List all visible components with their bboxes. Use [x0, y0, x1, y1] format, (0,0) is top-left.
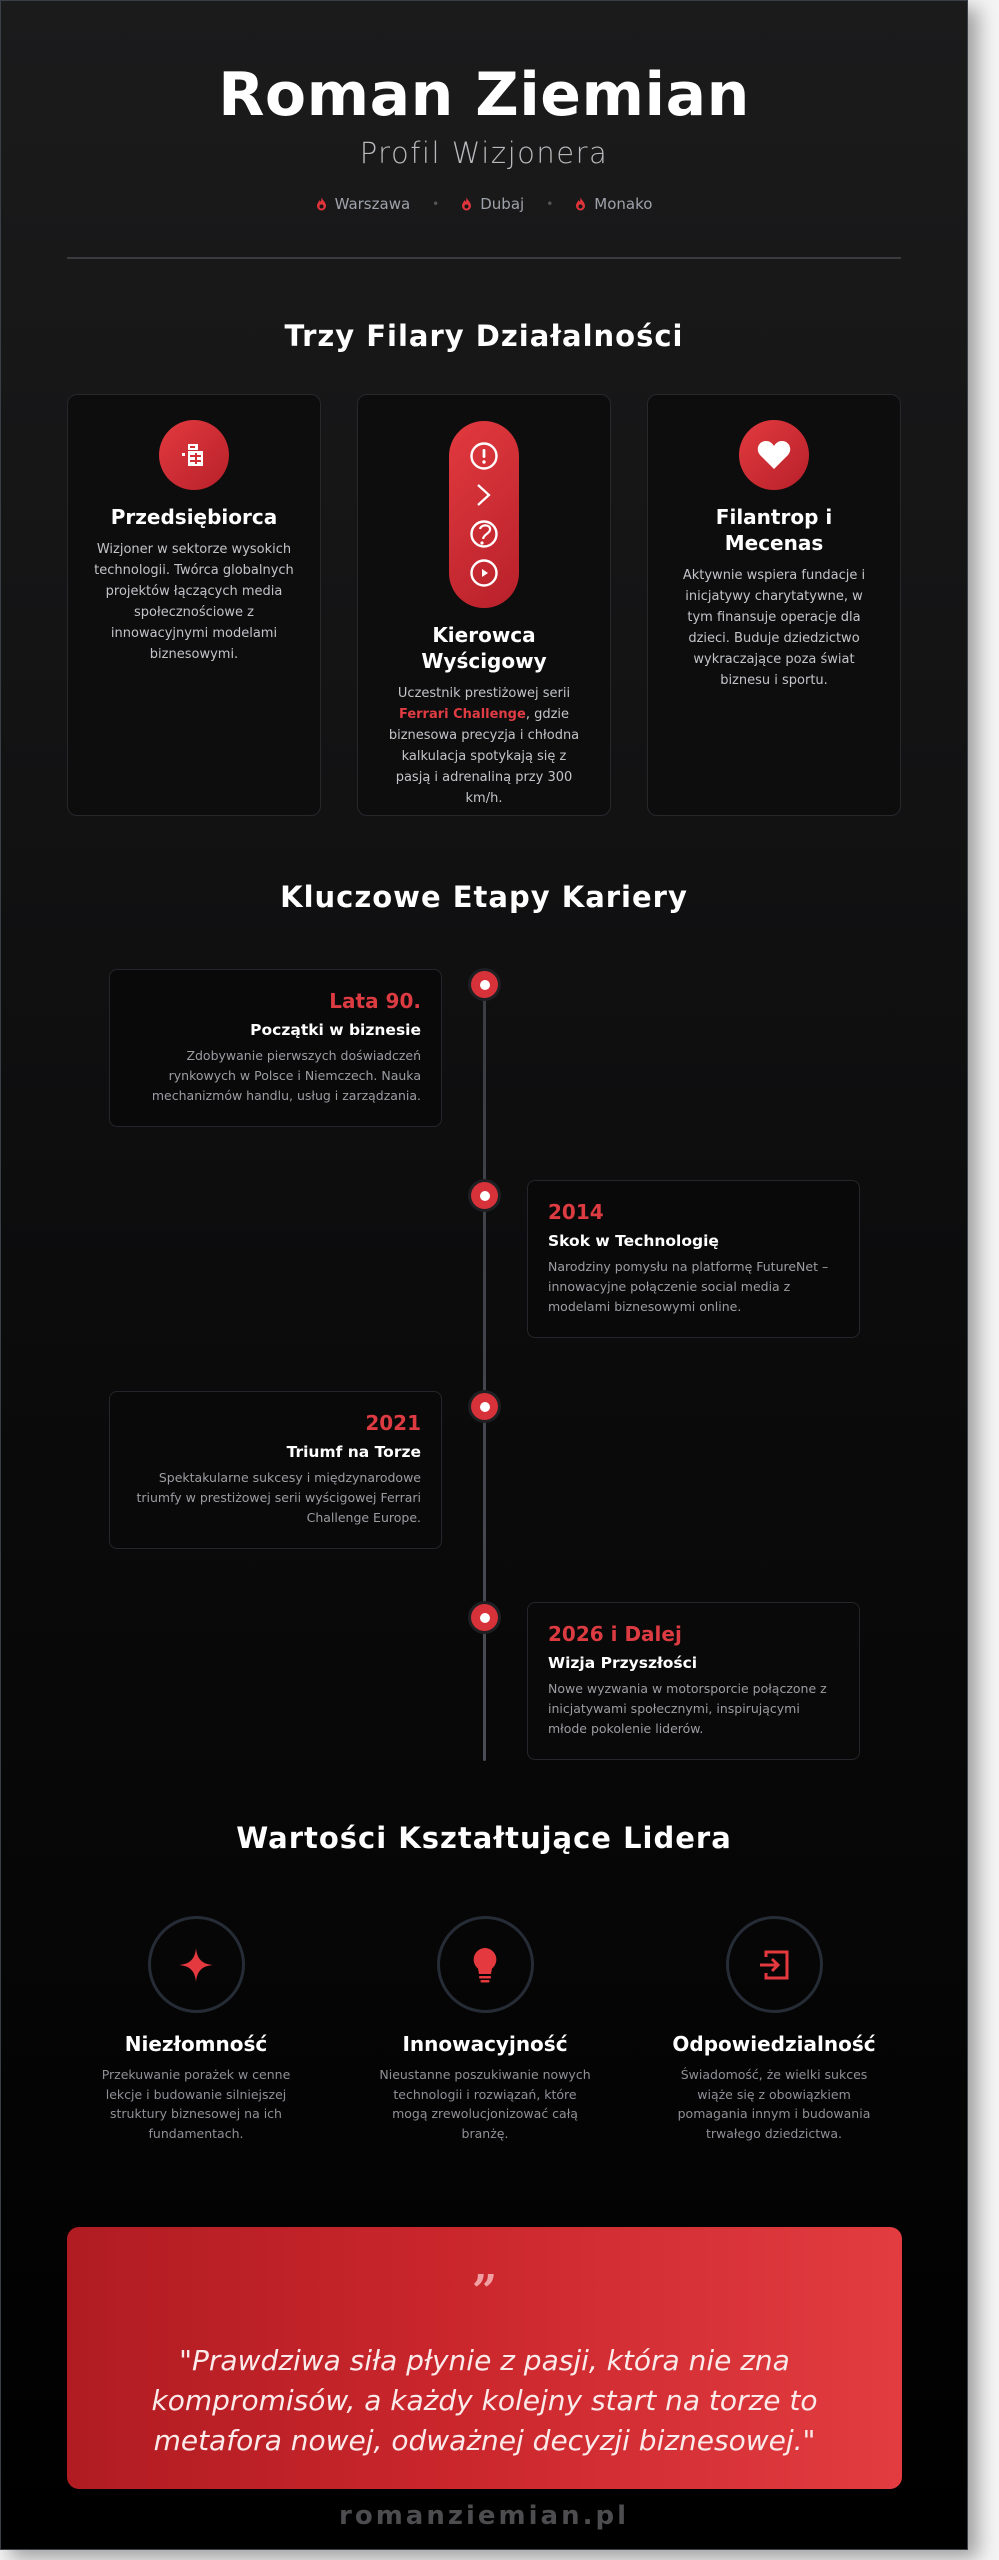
lightbulb-icon [437, 1916, 534, 2013]
pillar-title: Przedsiębiorca [110, 505, 278, 529]
pillar-title: Filantrop i Mecenas [715, 505, 833, 555]
timeline-dot [471, 1393, 498, 1420]
timeline-item [527, 1602, 860, 1760]
pillar-description: Wizjoner w sektorze wysokich technologii. Twórca globalnych projektów łączących media społecznościowe z innowacyjnymi modelami biznesowymi. [94, 542, 294, 662]
ferrari-challenge-highlight: Ferrari Challenge [398, 707, 526, 722]
pillar-description: Uczestnik prestiżowej serii Ferrari Challenge, gdzie biznesowa precyzja i chłodna kalkulacja spotykają się z pasją i adrenaliną przy 300 km/h. [388, 686, 580, 806]
value-title: Niezłomność [124, 2032, 268, 2056]
timeline-dot [471, 1182, 498, 1209]
location-dubaj: Dubaj [461, 195, 524, 213]
pillar-card-entrepreneur [67, 394, 321, 816]
timeline-line [483, 983, 486, 1761]
pillar-card-philanthropist [647, 394, 901, 816]
timeline-description: Spektakularne sukcesy i międzynarodowe triumfy w prestiżowej serii wyścigowej Ferrari Challenge Europe. [136, 1470, 421, 1525]
flame-icon [575, 197, 586, 211]
alert-circle-icon [469, 441, 499, 471]
help-circle-icon [469, 519, 499, 549]
locations-row [1, 195, 967, 213]
sign-in-icon [726, 1916, 823, 2013]
timeline-item [109, 969, 442, 1127]
page-title: Roman Ziemian [218, 60, 750, 130]
value-item [355, 1916, 615, 2143]
page-subtitle: Profil Wizjonera [359, 136, 609, 170]
timeline-description: Zdobywanie pierwszych doświadczeń rynkowych w Polsce i Niemczech. Nauka mechanizmów handlu, usług i zarządzania. [151, 1048, 421, 1103]
footer-site-link[interactable]: romanziemian.pl [339, 2501, 629, 2531]
racing-icons [449, 421, 519, 608]
pillars-heading: Trzy Filary Działalności [284, 319, 684, 353]
value-description: Świadomość, że wielki sukces wiąże się z obowiązkiem pomagania innym i budowania trwałego dziedzictwa. [677, 2067, 871, 2141]
separator-dot: • [546, 197, 554, 211]
location-monako: Monako [575, 195, 652, 213]
timeline-description: Narodziny pomysłu na platformę FutureNet – innowacyjne połączenie social media z modelami biznesowymi online. [548, 1259, 829, 1314]
quote-text: "Prawdziwa siła płynie z pasji, która nie zna kompromisów, a każdy kolejny start na torze to metafora nowej, odważnej decyzji biznesowej." [151, 2344, 818, 2457]
timeline-description: Nowe wyzwania w motorsporcie połączone z inicjatywami społecznymi, inspirującymi młode pokolenie liderów. [548, 1681, 827, 1736]
pillar-card-racer [357, 394, 611, 816]
timeline-item [527, 1180, 860, 1338]
flame-icon [461, 197, 472, 211]
header-divider [67, 257, 901, 259]
timeline-heading: Kluczowe Etapy Kariery [280, 880, 688, 914]
pillar-description: Aktywnie wspiera fundacje i inicjatywy charytatywne, w tym finansuje operacje dla dzieci. Buduje dziedzictwo wykraczające poza świat biznesu i sportu. [682, 568, 866, 688]
values-heading: Wartości Kształtujące Lidera [236, 1821, 732, 1855]
value-item [66, 1916, 326, 2143]
timeline-year: Lata 90. [329, 989, 421, 1013]
timeline-dot [471, 971, 498, 998]
quote-mark-icon: ” [471, 2266, 498, 2317]
separator-dot: • [432, 197, 440, 211]
timeline-title: Triumf na Torze [286, 1443, 421, 1461]
play-circle-icon [469, 558, 499, 588]
timeline-year: 2014 [548, 1200, 604, 1224]
timeline-dot [471, 1604, 498, 1631]
timeline-item [109, 1391, 442, 1549]
value-title: Odpowiedzialność [672, 2032, 876, 2056]
flame-icon [316, 197, 327, 211]
header [1, 59, 967, 213]
value-item [644, 1916, 904, 2143]
pillar-title: Kierowca Wyścigowy [421, 623, 547, 673]
value-title: Innowacyjność [402, 2032, 568, 2056]
timeline-year: 2026 i Dalej [548, 1622, 682, 1646]
quote-block [67, 2227, 902, 2489]
value-description: Nieustanne poszukiwanie nowych technologii i rozwiązań, które mogą zrewolucjonizować całą branżę. [379, 2067, 591, 2141]
timeline-title: Wizja Przyszłości [548, 1654, 698, 1672]
timeline-title: Skok w Technologię [548, 1232, 719, 1250]
timeline-year: 2021 [365, 1411, 421, 1435]
timeline-title: Początki w biznesie [250, 1021, 421, 1039]
sparkle-icon [148, 1916, 245, 2013]
location-warszawa: Warszawa [316, 195, 411, 213]
value-description: Przekuwanie porażek w cenne lekcje i budowanie silniejszej struktury biznesowej na ich fundamentach. [101, 2067, 291, 2141]
heart-icon [739, 420, 809, 490]
chevron-right-icon [469, 480, 499, 510]
business-icon [159, 420, 229, 490]
